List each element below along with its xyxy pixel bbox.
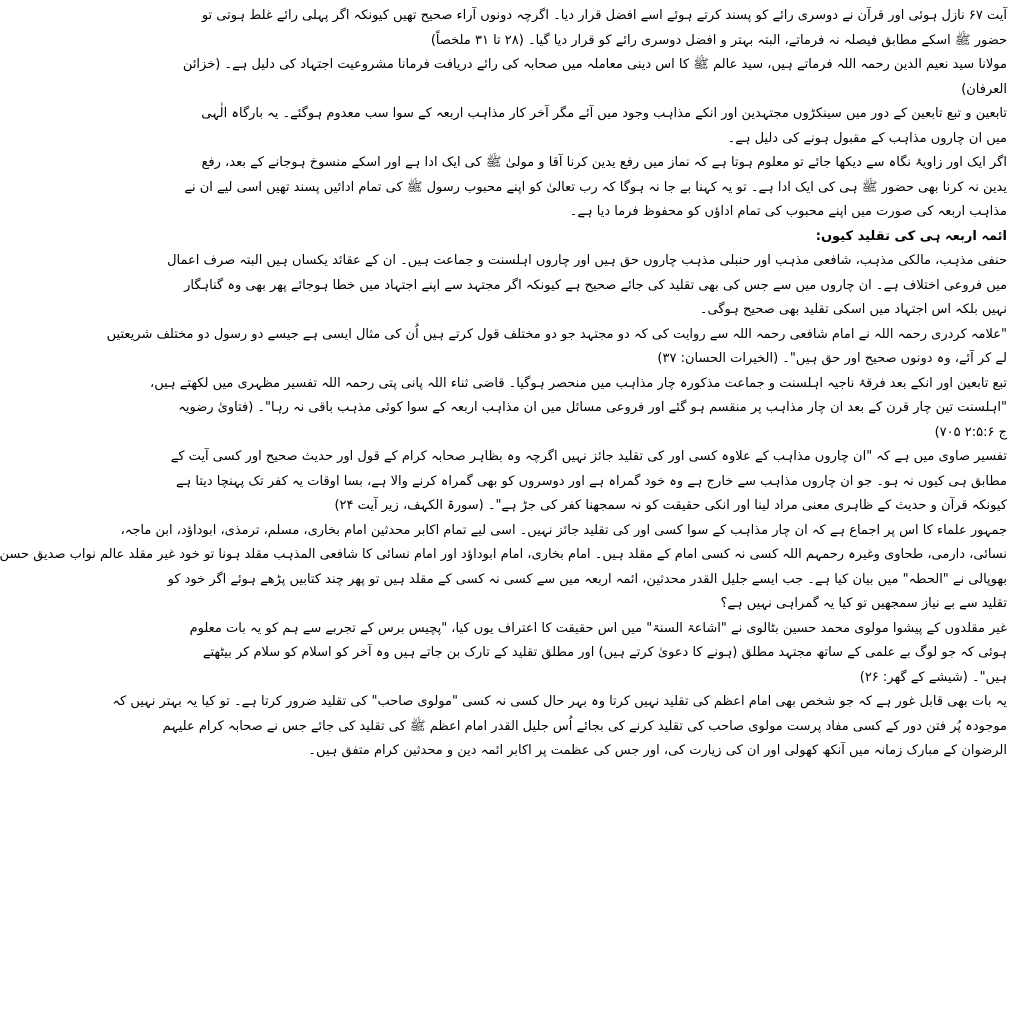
text-line-27: ہوئی کہ جو لوگ بے علمی کے ساتھ مجتہد مطلق (ہونے کا دعویٰ کرتے ہیں) اور مطلق تقلید کے تارک بن جاتے ہیں وہ آخر کو اسلام کو سلام کر بیٹھتے — [202, 645, 1007, 660]
text-line-12: میں فروعی اختلاف ہے۔ ان چاروں میں سے جس کی بھی تقلید کی جائے صحیح ہے کیونکہ اگر مجتہد سے اپنے اجتہاد میں خطا ہوجائے پھر بھی وہ گناہگار — [184, 277, 1007, 293]
text-line-13: نہیں بلکہ اس اجتہاد میں اسکی تقلید بھی صحیح ہوگی۔ — [699, 302, 1007, 317]
text-line-18: ج ۲:۵:۶ ۷۰۵) — [934, 424, 1007, 440]
text-line-15: لے کر آئے، وہ دونوں صحیح اور حق ہیں"۔ (الخیرات الحسان: ۳۷) — [657, 351, 1007, 366]
text-line-5: تابعین و تبع تابعین کے دور میں سینکڑوں مجتہدین اور انکے مذاہب وجود میں آئے مگر آخر کار مذاہب اربعہ کے سوا سب معدوم ہوگئے۔ یہ بارگاہ الٰہی — [201, 106, 1007, 121]
text-line-31: الرضوان کے مبارک زمانہ میں آنکھ کھولی اور ان کی زیارت کی، اور جس کی عظمت پر اکابر ائمہ دین و محدثین کرام متفق ہیں۔ — [308, 743, 1007, 758]
text-line-4: العرفان) — [961, 81, 1007, 97]
text-line-8: یدین نہ کرنا بھی حضور ﷺ ہی کی ایک ادا ہے۔ تو یہ کہنا بے جا نہ ہوگا کہ رب تعالیٰ کو اپنے محبوب رسول ﷺ کی تمام ادائیں پسند تھیں اسی لیے ان نے — [184, 179, 1007, 195]
text-line-23: نسائی، دارمی، طحاوی وغیرہ رحمہم اللہ کسی نہ کسی امام کے مقلد ہیں۔ امام بخاری، امام ابوداؤد اور امام نسائی کا شافعی المذہب مقلد ہونا تو خود غیر مقلد عالم نواب صدیق حسن — [0, 547, 1007, 562]
text-line-30: موجودہ پُر فتن دور کے کسی مفاد پرست مولوی صاحب کی تقلید کرنے کی بجائے اُس جلیل القدر امام اعظم ﷺ کی تقلید کی جائے جس نے صحابہ کرام علیہم — [162, 718, 1007, 734]
text-line-7: اگر ایک اور زاویۂ نگاہ سے دیکھا جائے تو معلوم ہوتا ہے کہ نماز میں رفع یدین کرنا آقا و مولیٰ ﷺ کی ایک ادا ہے اور اسکے منسوخ ہوجانے کے بعد، رفع — [201, 155, 1007, 170]
text-line-9: مذاہب اربعہ کی صورت میں اپنے محبوب کی تمام اداؤں کو محفوظ فرما دیا ہے۔ — [569, 204, 1007, 219]
text-line-6: میں ان چاروں مذاہب کے مقبول ہونے کی دلیل ہے۔ — [727, 130, 1007, 146]
urdu-text-page — [0, 4, 1007, 1018]
text-line-28: ہیں"۔ (شیشے کے گھر: ۲۶) — [859, 669, 1007, 685]
text-line-3: مولانا سید نعیم الدین رحمہ اللہ فرماتے ہیں، سید عالم ﷺ کا اس دینی معاملہ میں صحابہ کی رائے دریافت فرمانا مشروعیت اجتہاد کی دلیل ہے۔ (خزائن — [182, 57, 1007, 72]
text-line-26: غیر مقلدوں کے پیشوا مولوی محمد حسین بٹالوی نے "اشاعۃ السنۃ" میں اس حقیقت کا اعتراف یوں کیا، "پچیس برس کے تجربے سے ہم کو یہ بات معلوم — [189, 620, 1007, 636]
text-line-1: آیت ۶۷ نازل ہوئی اور قرآن نے دوسری رائے کو پسند کرتے ہوئے اسے افضل قرار دیا۔ اگرچہ دونوں آراء صحیح تھیں کیونکہ اگر پہلی رائے غلط ہوتی تو — [201, 8, 1007, 23]
text-line-22: جمہور علماء کا اس پر اجماع ہے کہ ان چار مذاہب کے سوا کسی اور کی تقلید جائز نہیں۔ اسی لیے تمام اکابر محدثین امام بخاری، مسلم، ترمذی، ابوداؤد، ابن ماجہ، — [120, 522, 1007, 538]
text-line-11: حنفی مذہب، مالکی مذہب، شافعی مذہب اور حنبلی مذہب چاروں حق ہیں اور چاروں اہلسنت و جماعت ہیں۔ ان کے عقائد یکساں ہیں البتہ صرف اعمال — [167, 253, 1007, 268]
text-line-24: بھوپالی نے "الحطہ" میں بیان کیا ہے۔ جب ایسے جلیل القدر محدثین، ائمہ اربعہ میں سے کسی نہ کسی کے مقلد ہیں تو پھر چند کتابیں پڑھے ہوئے اگر خود کو — [167, 571, 1007, 587]
text-line-2: حضور ﷺ اسکے مطابق فیصلہ نہ فرماتے، البتہ بہتر و افضل دوسری رائے کو قرار دیا گیا۔ (۲۸ تا ۳۱ ملخصاً) — [430, 32, 1007, 48]
text-line-14: "علامہ کردری رحمہ اللہ نے امام شافعی رحمہ اللہ سے روایت کی کہ دو مجتہد جو دو مختلف قول کرتے ہیں اُن کی مثال ایسی ہے جیسے دو رسول دو مختلف شریعتیں — [106, 326, 1007, 342]
text-line-29: یہ بات بھی قابل غور ہے کہ جو شخص بھی امام اعظم کی تقلید نہیں کرتا وہ بہر حال کسی نہ کسی "مولوی صاحب" کی تقلید ضرور کرتا ہے۔ تو کیا یہ بہتر نہیں کہ — [112, 694, 1007, 709]
section-heading: ائمہ اربعہ ہی کی تقلید کیوں: — [815, 228, 1007, 244]
text-line-19: تفسیر صاوی میں ہے کہ "ان چاروں مذاہب کے علاوہ کسی اور کی تقلید جائز نہیں اگرچہ وہ بظاہر صحابہ کرام کے قول اور حدیث صحیح اور کسی آیت کے — [170, 449, 1007, 464]
text-line-16: تبع تابعین اور انکے بعد فرقۂ ناجیہ اہلسنت و جماعت مذکورہ چار مذاہب میں منحصر ہوگیا۔ قاضی ثناء اللہ پانی پتی رحمہ اللہ تفسیر مظہری میں لکھتے ہیں، — [150, 375, 1007, 391]
text-line-25: تقلید سے بے نیاز سمجھیں تو کیا یہ گمراہی نہیں ہے؟ — [720, 596, 1007, 611]
text-line-21: کیونکہ قرآن و حدیث کے ظاہری معنی مراد لینا اور انکی حقیقت کو نہ سمجھنا کفر کی جڑ ہے"۔ (سورۃ الکہف، زیر آیت ۲۴) — [334, 498, 1007, 513]
text-line-17: "اہلسنت تین چار قرن کے بعد ان چار مذاہب پر منقسم ہو گئے اور فروعی مسائل میں ان مذاہب اربعہ کے سوا کوئی مذہب باقی نہ رہا"۔ (فتاویٰ رضویہ — [178, 400, 1007, 415]
text-line-20: مطابق ہی کیوں نہ ہو۔ جو ان چاروں مذاہب سے خارج ہے وہ خود گمراہ ہے اور دوسروں کو بھی گمراہ کرنے والا ہے، بسا اوقات یہ کفر تک پہنچا دیتا ہے — [176, 473, 1007, 489]
